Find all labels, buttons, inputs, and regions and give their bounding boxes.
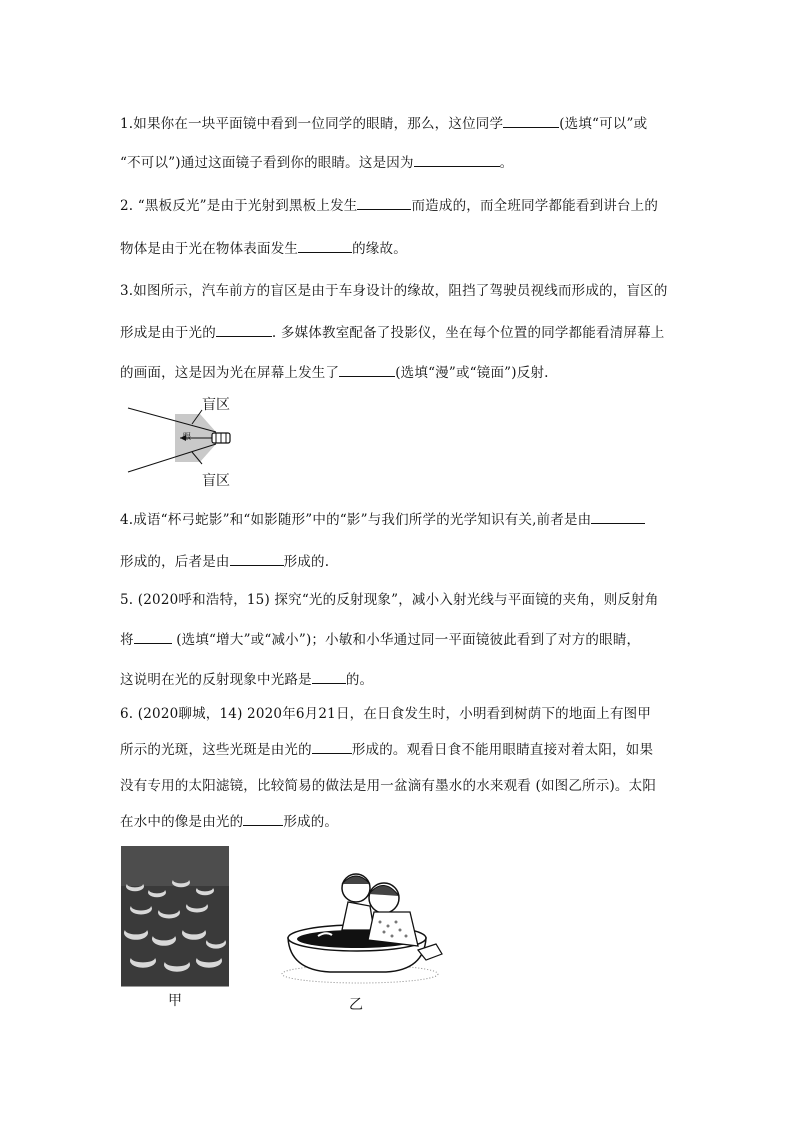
q4-line-2: 形成的，后者是由 形成的. xyxy=(120,554,330,570)
q5-blank-2[interactable] xyxy=(312,671,346,684)
q4-blank-2[interactable] xyxy=(230,553,284,566)
q5-line-3: 这说明在光的反射现象中光路是 的。 xyxy=(120,672,374,688)
eye-label: 眼 xyxy=(183,432,191,441)
q3-line-2: 形成是由于光的 . 多媒体教室配备了投影仪，坐在每个位置的同学都能看清屏幕上 xyxy=(120,325,665,341)
q2-line-1: 2. “黑板反光”是由于光射到黑板上发生 而造成的，而全班同学都能看到讲台上的 xyxy=(120,198,659,214)
q6-line-1: 6. (2020聊城，14) 2020年6月21日，在日食发生时，小明看到树荫下的地面上有图甲 xyxy=(120,706,652,722)
q6-line-3: 没有专用的太阳滤镜，比较简易的做法是用一盆滴有墨水的水来观看 (如图乙所示)。太阳 xyxy=(120,778,657,794)
q1-blank-1[interactable] xyxy=(503,115,559,128)
q2-blank-2[interactable] xyxy=(298,240,352,253)
q4-blank-1[interactable] xyxy=(591,511,645,524)
basin-illustration xyxy=(278,866,458,986)
q6-line-4: 在水中的像是由光的 形成的。 xyxy=(120,814,339,830)
q3-line-3: 的画面，这是因为光在屏幕上发生了 (选填“漫”或“镜面”)反射. xyxy=(120,365,549,381)
q5-line-2: 将 (选填“增大”或“减小”)；小敏和小华通过同一平面镜彼此看到了对方的眼睛， xyxy=(120,632,641,648)
photo-baseline xyxy=(121,986,229,987)
q6-line-2: 所示的光斑，这些光斑是由光的 形成的。观看日食不能用眼睛直接对着太阳，如果 xyxy=(120,742,654,758)
q2-line-2: 物体是由于光在物体表面发生 的缘故。 xyxy=(120,241,407,257)
figure-label-jia: 甲 xyxy=(168,993,182,1009)
q5-line-1: 5. (2020呼和浩特，15) 探究“光的反射现象”，减小入射光线与平面镜的夹角，则反射角 xyxy=(120,592,659,608)
q2-blank-1[interactable] xyxy=(357,197,411,210)
q5-blank-1[interactable] xyxy=(134,631,172,644)
q6-blank-2[interactable] xyxy=(243,813,283,826)
q4-line-1: 4.成语“杯弓蛇影”和“如影随形”中的“影”与我们所学的光学知识有关,前者是由 xyxy=(120,508,645,528)
q6-blank-1[interactable] xyxy=(312,741,352,754)
blind-spot-label-top: 盲区 xyxy=(202,397,230,413)
q1-line-1: 1.如果你在一块平面镜中看到一位同学的眼睛，那么，这位同学 (选填“可以”或 xyxy=(120,116,648,132)
figure-label-yi: 乙 xyxy=(349,997,363,1013)
q3-blank-2[interactable] xyxy=(339,364,395,377)
blind-spot-label-bottom: 盲区 xyxy=(202,473,230,489)
q3-blank-1[interactable] xyxy=(216,324,272,337)
q1-line-2: “不可以”)通过这面镜子看到你的眼睛。这是因为 。 xyxy=(120,155,514,171)
q1-blank-2[interactable] xyxy=(414,154,500,167)
q3-line-1: 3.如图所示，汽车前方的盲区是由于车身设计的缘故，阻挡了驾驶员视线而形成的，盲区的 xyxy=(120,283,668,299)
light-spots-photo xyxy=(121,846,229,986)
